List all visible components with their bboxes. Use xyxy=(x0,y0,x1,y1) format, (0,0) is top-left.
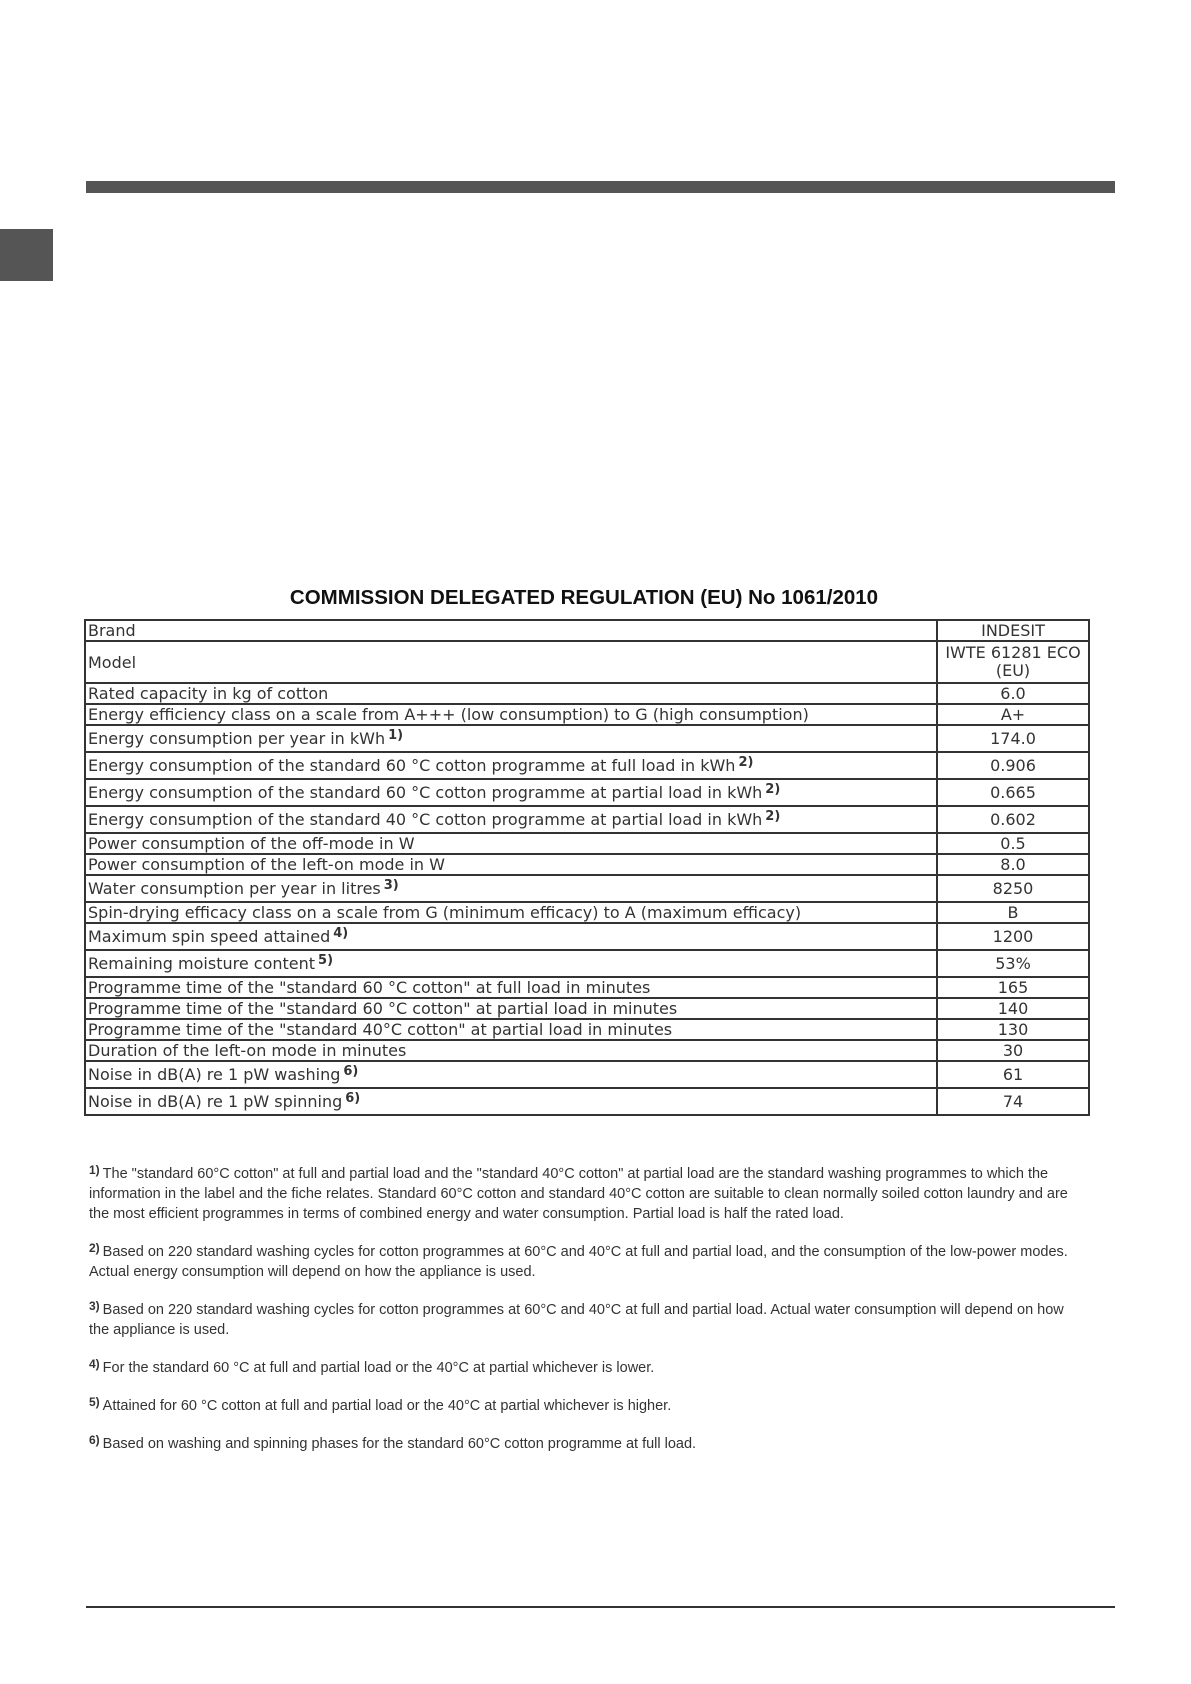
table-row xyxy=(85,725,1089,752)
row-label: Programme time of the "standard 60 °C cotton" at partial load in minutes xyxy=(88,999,678,1018)
footer-rule xyxy=(86,1606,1115,1608)
footnote-ref: 2) xyxy=(765,782,781,797)
footnote xyxy=(89,1358,1084,1378)
row-label-cell xyxy=(85,641,937,683)
footnote xyxy=(89,1164,1084,1224)
row-label-cell xyxy=(85,1019,937,1040)
regulation-title: COMMISSION DELEGATED REGULATION (EU) No 1061/2010 xyxy=(289,586,879,609)
footnote-text: For the standard 60 °C at full and partial load or the 40°C at partial whichever is lower. xyxy=(102,1360,655,1376)
footnote-ref: 2) xyxy=(738,755,754,770)
row-label: Power consumption of the off-mode in W xyxy=(88,834,415,853)
table-row xyxy=(85,854,1089,875)
table-row xyxy=(85,923,1089,950)
row-value: 0.906 xyxy=(937,752,1089,779)
footnote-ref: 3) xyxy=(383,878,399,893)
footnote-mark: 5) xyxy=(89,1395,100,1409)
row-value: 8.0 xyxy=(937,854,1089,875)
table-row xyxy=(85,977,1089,998)
row-value: B xyxy=(937,902,1089,923)
row-label-cell xyxy=(85,854,937,875)
row-label-cell xyxy=(85,1088,937,1115)
table-row xyxy=(85,875,1089,902)
row-label: Energy consumption of the standard 60 °C cotton programme at partial load in kWh xyxy=(88,783,763,802)
row-label: Noise in dB(A) re 1 pW washing xyxy=(88,1065,341,1084)
footnote-ref: 5) xyxy=(318,953,334,968)
row-label: Energy consumption of the standard 40 °C cotton programme at partial load in kWh xyxy=(88,810,763,829)
table-row xyxy=(85,1061,1089,1088)
row-label-cell xyxy=(85,923,937,950)
footnote-mark: 4) xyxy=(89,1357,100,1371)
table-row xyxy=(85,833,1089,854)
row-value: 6.0 xyxy=(937,683,1089,704)
row-label-cell xyxy=(85,725,937,752)
row-label: Energy consumption of the standard 60 °C cotton programme at full load in kWh xyxy=(88,756,736,775)
row-label-cell xyxy=(85,683,937,704)
row-value: 0.602 xyxy=(937,806,1089,833)
language-tab-marker xyxy=(0,229,53,281)
row-label-cell xyxy=(85,1061,937,1088)
table-row xyxy=(85,902,1089,923)
row-value: 0.665 xyxy=(937,779,1089,806)
row-label-cell xyxy=(85,1040,937,1061)
footnote xyxy=(89,1242,1084,1282)
footnotes xyxy=(89,1164,1084,1472)
row-value: 61 xyxy=(937,1061,1089,1088)
footnote-ref: 2) xyxy=(765,809,781,824)
row-label-cell xyxy=(85,833,937,854)
row-label-cell xyxy=(85,998,937,1019)
table-row xyxy=(85,620,1089,641)
row-value: 0.5 xyxy=(937,833,1089,854)
footnote xyxy=(89,1434,1084,1454)
footnote-mark: 2) xyxy=(89,1241,100,1255)
row-label-cell xyxy=(85,902,937,923)
footnote xyxy=(89,1396,1084,1416)
table-row xyxy=(85,950,1089,977)
table-row xyxy=(85,779,1089,806)
footnote-ref: 4) xyxy=(333,926,349,941)
footnote-ref: 1) xyxy=(388,728,404,743)
table-row xyxy=(85,998,1089,1019)
row-label-cell xyxy=(85,977,937,998)
footnote-text: The "standard 60°C cotton" at full and partial load and the "standard 40°C cotton" at partial load are the standard washing programmes to which the information in the label and the fiche relates. Standard 60°C cotton and standard 40°C cotton are suitable to clean normally soiled cotton laundry and are the most efficient programmes in terms of combined energy and water consumption. Partial load is half the rated load. xyxy=(89,1166,1068,1222)
row-label: Rated capacity in kg of cotton xyxy=(88,684,329,703)
row-value: 165 xyxy=(937,977,1089,998)
footnote-mark: 3) xyxy=(89,1299,100,1313)
footnote-mark: 6) xyxy=(89,1433,100,1447)
row-value: 53% xyxy=(937,950,1089,977)
footnote-text: Based on washing and spinning phases for the standard 60°C cotton programme at full load. xyxy=(102,1436,697,1452)
row-label: Model xyxy=(88,652,137,672)
table-row xyxy=(85,641,1089,683)
product-fiche-table xyxy=(84,619,1090,1116)
footnote-ref: 6) xyxy=(343,1064,359,1079)
row-label: Brand xyxy=(88,621,136,640)
table-row xyxy=(85,683,1089,704)
footnote-text: Based on 220 standard washing cycles for cotton programmes at 60°C and 40°C at full and partial load, and the consumption of the low-power modes. Actual energy consumption will depend on how the appliance is used. xyxy=(89,1244,1068,1280)
row-label-cell xyxy=(85,620,937,641)
row-label-cell xyxy=(85,950,937,977)
row-label-cell xyxy=(85,779,937,806)
row-label: Water consumption per year in litres xyxy=(88,879,381,898)
row-value: 30 xyxy=(937,1040,1089,1061)
row-value: IWTE 61281 ECO (EU) xyxy=(937,641,1089,683)
row-label-cell xyxy=(85,875,937,902)
row-value: 8250 xyxy=(937,875,1089,902)
row-label: Energy consumption per year in kWh xyxy=(88,729,386,748)
row-label: Duration of the left-on mode in minutes xyxy=(88,1041,407,1060)
row-value: 174.0 xyxy=(937,725,1089,752)
row-label: Remaining moisture content xyxy=(88,954,316,973)
header-bar xyxy=(86,181,1115,193)
table-row xyxy=(85,1019,1089,1040)
row-label-cell xyxy=(85,806,937,833)
row-value: 1200 xyxy=(937,923,1089,950)
table-row xyxy=(85,806,1089,833)
footnote-ref: 6) xyxy=(345,1091,361,1106)
row-label-cell xyxy=(85,752,937,779)
row-label: Programme time of the "standard 40°C cotton" at partial load in minutes xyxy=(88,1020,673,1039)
row-label: Energy efficiency class on a scale from A+++ (low consumption) to G (high consumption) xyxy=(88,705,809,724)
row-value: 140 xyxy=(937,998,1089,1019)
table-row xyxy=(85,1088,1089,1115)
row-label: Spin-drying efficacy class on a scale from G (minimum efficacy) to A (maximum efficacy) xyxy=(88,903,802,922)
footnote-text: Based on 220 standard washing cycles for cotton programmes at 60°C and 40°C at full and partial load. Actual water consumption will depend on how the appliance is used. xyxy=(89,1302,1064,1338)
row-value: 130 xyxy=(937,1019,1089,1040)
row-label: Programme time of the "standard 60 °C cotton" at full load in minutes xyxy=(88,978,651,997)
table-row xyxy=(85,704,1089,725)
row-value: 74 xyxy=(937,1088,1089,1115)
row-label: Power consumption of the left-on mode in W xyxy=(88,855,445,874)
footnote xyxy=(89,1300,1084,1340)
row-value: INDESIT xyxy=(937,620,1089,641)
row-label: Noise in dB(A) re 1 pW spinning xyxy=(88,1092,343,1111)
row-label-cell xyxy=(85,704,937,725)
row-label: Maximum spin speed attained xyxy=(88,927,331,946)
table-row xyxy=(85,1040,1089,1061)
footnote-text: Attained for 60 °C cotton at full and partial load or the 40°C at partial whichever is higher. xyxy=(102,1398,672,1414)
table-row xyxy=(85,752,1089,779)
row-value: A+ xyxy=(937,704,1089,725)
footnote-mark: 1) xyxy=(89,1163,100,1177)
